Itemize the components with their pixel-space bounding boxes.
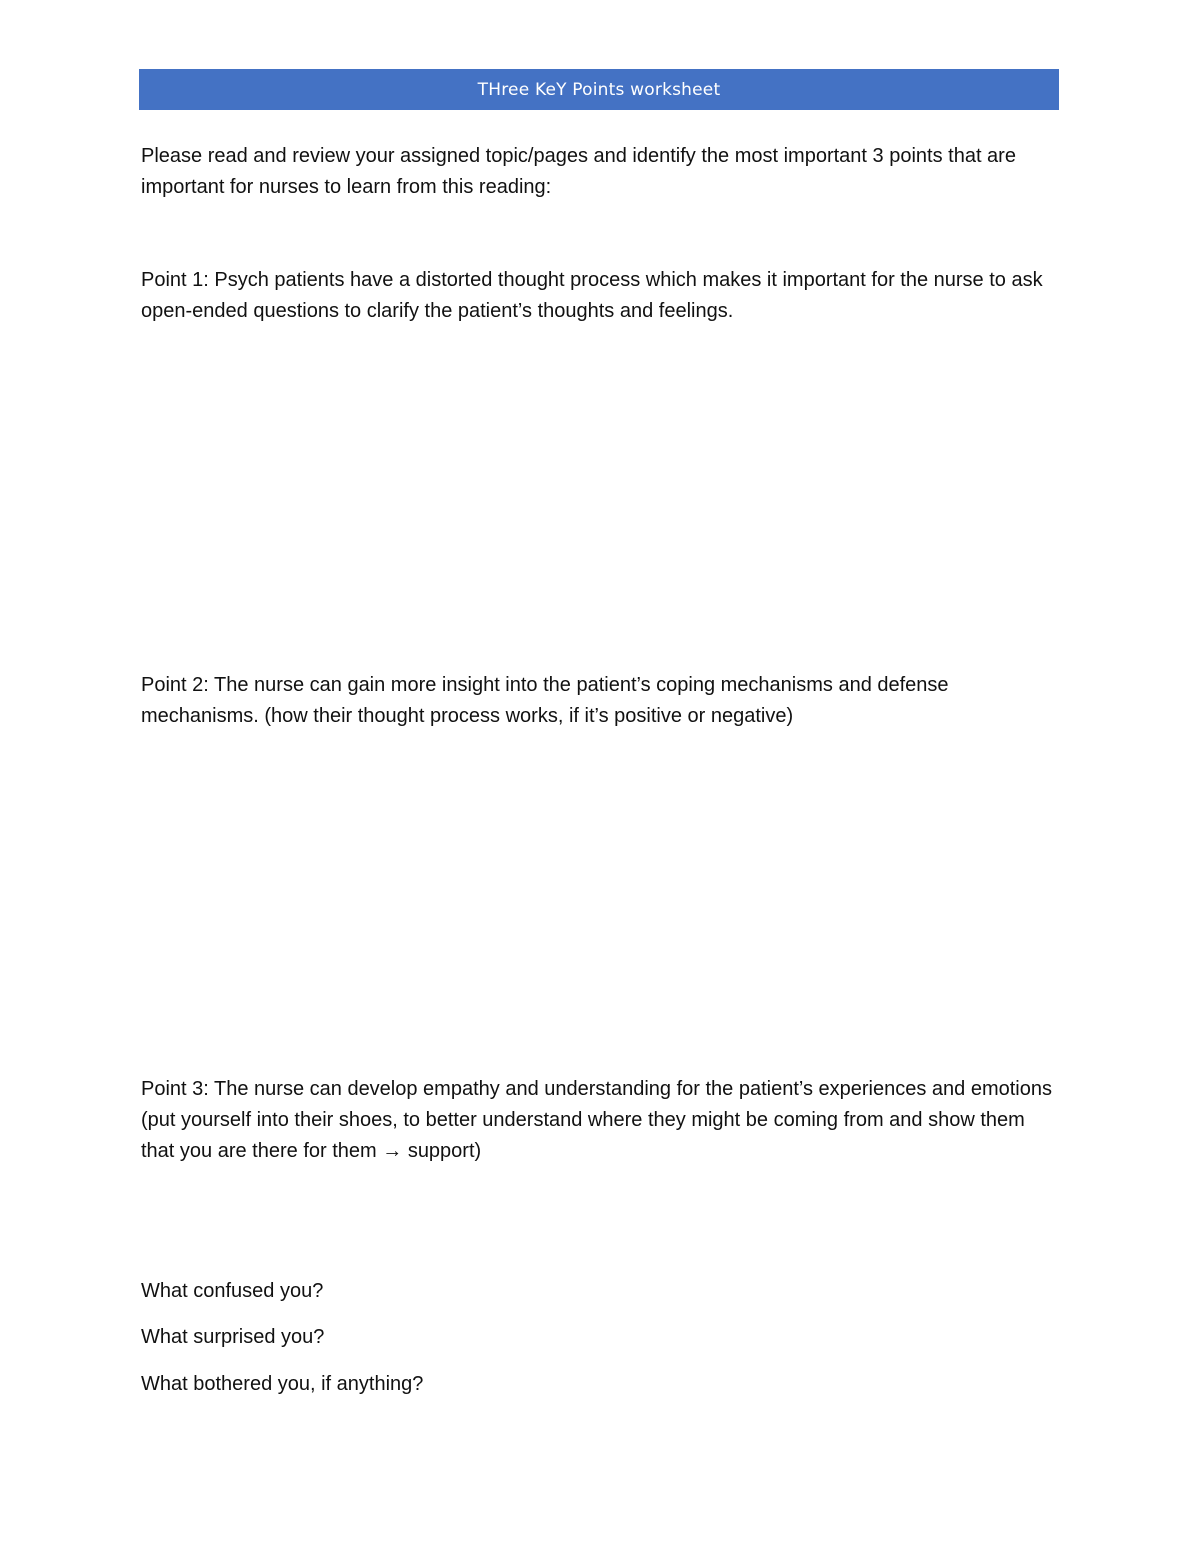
question-bothered: What bothered you, if anything? — [141, 1373, 424, 1395]
point-2 — [141, 670, 1063, 732]
arrow-right-icon: → — [382, 1140, 403, 1162]
page-title: THree KeY Points worksheet — [477, 79, 721, 100]
point-3 — [141, 1074, 1063, 1167]
question-confused: What confused you? — [141, 1280, 324, 1302]
point-2-label: Point 2: — [141, 674, 209, 696]
point-3-label: Point 3: — [141, 1078, 209, 1100]
point-1 — [141, 265, 1063, 327]
point-3-text-end: support) — [407, 1140, 482, 1162]
point-1-label: Point 1: — [141, 269, 209, 291]
question-surprised: What surprised you? — [141, 1326, 325, 1348]
point-1-text: Psych patients have a distorted thought process which makes it important for the nurse to ask open-ended questions to clarify the patient’s thoughts and feelings. — [141, 269, 1043, 322]
instructions-text: Please read and review your assigned topic/pages and identify the most important 3 points that are important for nurses to learn from this reading: — [141, 145, 1016, 198]
title-bar — [139, 69, 1059, 110]
point-2-text: The nurse can gain more insight into the patient’s coping mechanisms and defense mechanisms. (how their thought process works, if it’s positive or negative) — [141, 674, 949, 727]
point-3-text: The nurse can develop empathy and understanding for the patient’s experiences and emotions (put yourself into their shoes, to better understand where they might be coming from and show them that you are there for them — [141, 1078, 1052, 1162]
